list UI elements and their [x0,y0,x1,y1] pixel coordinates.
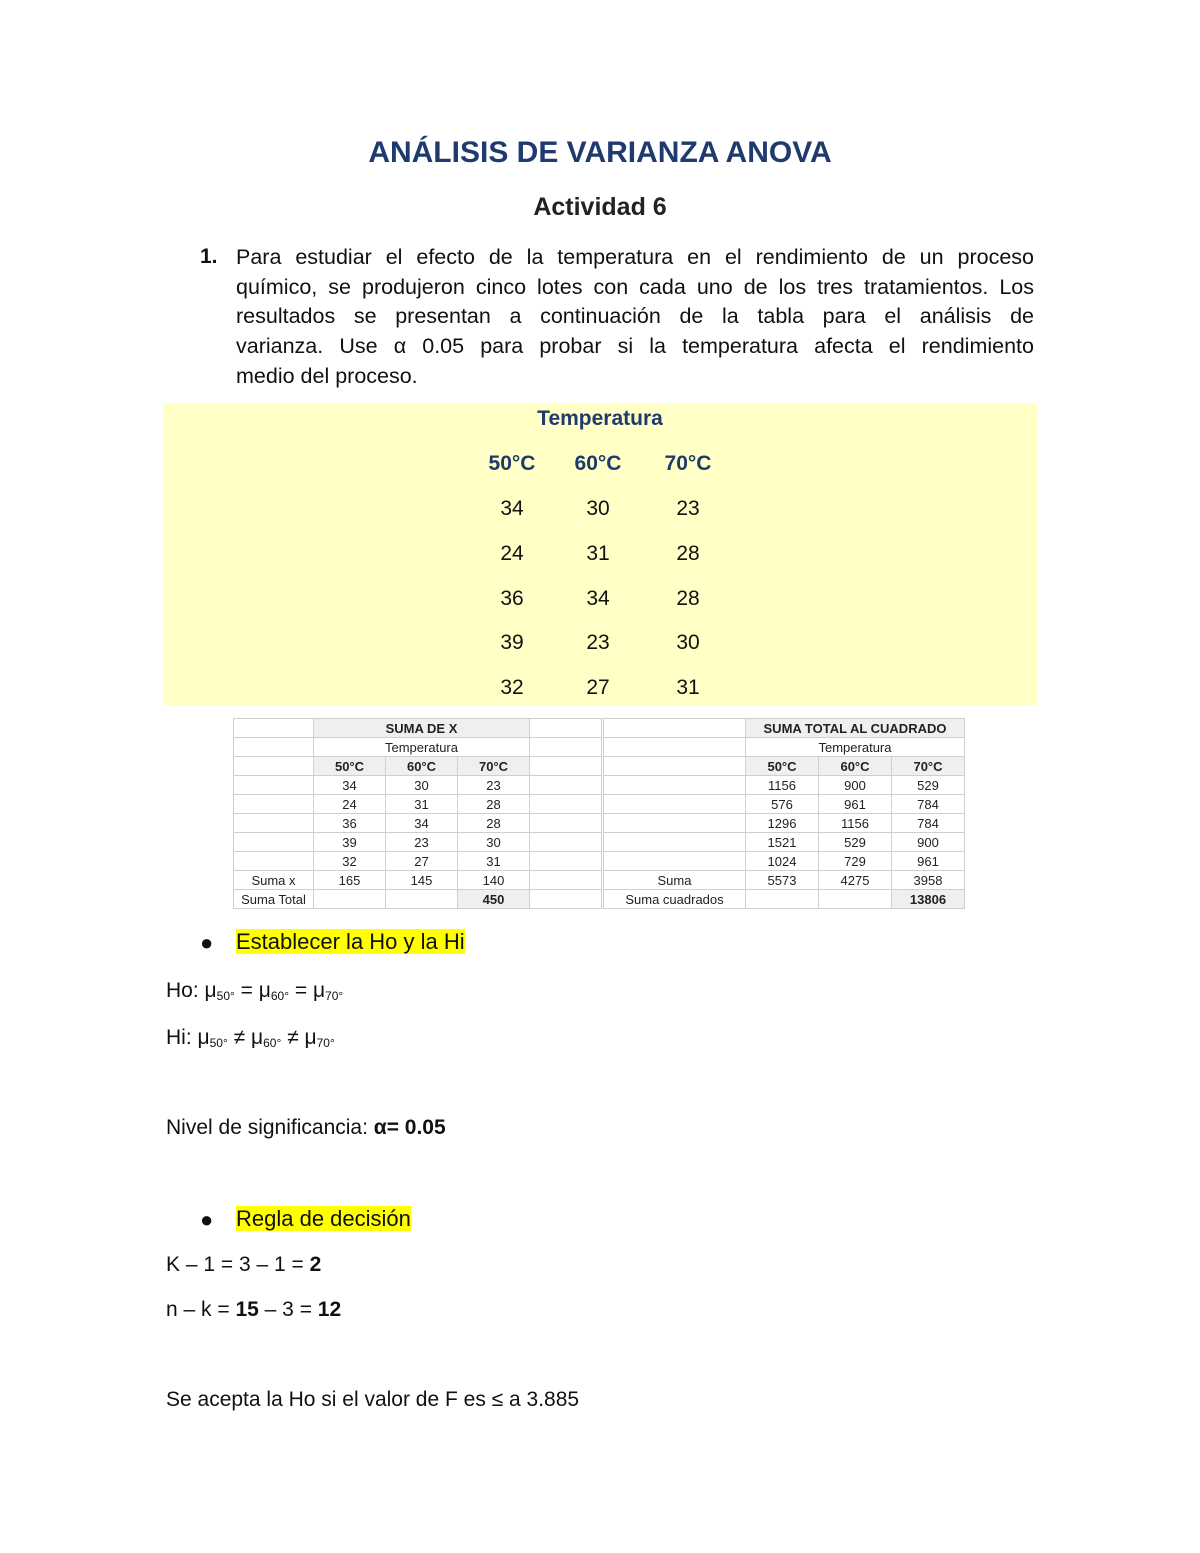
sheet-header: 50°C [746,757,819,776]
sheet-cell: 1024 [746,852,819,871]
ho-label: Ho: [166,979,199,1002]
sheet-sum: 165 [314,871,386,890]
section-heading [236,1206,411,1232]
section-heading [236,929,465,955]
table-cell: 23 [586,631,610,654]
equals-sign: = [294,979,308,1002]
hi-label: Hi: [166,1026,192,1049]
sheet-cell: 31 [386,795,458,814]
sheet-cell: 27 [386,852,458,871]
sheet-sum-label: Suma x [234,871,314,890]
mu-symbol: μ [251,1026,264,1049]
table-cell: 24 [500,542,524,565]
subscript: 70° [325,989,344,1003]
alternative-hypothesis [166,1026,335,1050]
sheet-cell: 900 [892,833,965,852]
df-within-n: 15 [235,1298,259,1321]
sheet-cell: 729 [819,852,892,871]
sheet-cell: 32 [314,852,386,871]
sheet-cell: 24 [314,795,386,814]
mu-symbol: μ [258,979,271,1002]
sheet-cell: 900 [819,776,892,795]
sheet-header: 70°C [892,757,965,776]
df-within [166,1298,341,1322]
table-cell: 27 [586,676,610,699]
sheet-sum: 140 [458,871,530,890]
table-cell: 28 [676,542,700,565]
not-equal-sign: ≠ [233,1026,246,1049]
sheet-cell: 529 [819,833,892,852]
subscript: 50° [209,1036,228,1050]
table-cell: 32 [500,676,524,699]
sheet-sum: 3958 [892,871,965,890]
question-line: Para estudiar el efecto de la temperatura en el rendimiento de un proceso [236,245,1034,269]
question-line: medio del proceso. [236,364,418,388]
df-between-value: 2 [309,1253,322,1276]
hypothesis-heading: Establecer la Ho y la Hi [236,929,465,954]
page-subtitle: Actividad 6 [533,193,667,221]
sheet-cell: 31 [458,852,530,871]
sheet-cell: 39 [314,833,386,852]
sheet-cell: 36 [314,814,386,833]
sheet-cell: 576 [746,795,819,814]
sheet-group: Temperatura [314,738,530,757]
sheet-sum: 4275 [819,871,892,890]
sheet-cell: 34 [386,814,458,833]
sheet-title: SUMA TOTAL AL CUADRADO [746,719,965,738]
sheet-title: SUMA DE X [314,719,530,738]
bullet-icon: ● [200,1207,214,1232]
not-equal-sign: ≠ [287,1026,299,1049]
sheet-cell: 1156 [819,814,892,833]
table-cell: 36 [500,587,524,610]
sheet-cell: 23 [458,776,530,795]
sheet-cell: 961 [819,795,892,814]
bullet-icon: ● [200,930,214,955]
equals-sign: = [240,979,253,1002]
table-cell: 34 [500,497,524,520]
df-between [166,1253,321,1277]
page-title: ANÁLISIS DE VARIANZA ANOVA [368,136,832,169]
sum-x-sheet [233,718,602,909]
table-cell: 34 [586,587,610,610]
table-cell: 30 [586,497,610,520]
sheet-cell: 28 [458,814,530,833]
sheet-header: 60°C [386,757,458,776]
significance-level [166,1116,446,1140]
df-between-expression: K – 1 = 3 – 1 = [166,1253,310,1276]
subscript: 70° [316,1036,335,1050]
mu-symbol: μ [312,979,326,1002]
sheet-cell: 34 [314,776,386,795]
decision-rule-heading: Regla de decisión [236,1206,411,1231]
sheet-cell: 529 [892,776,965,795]
df-within-mid: – 3 = [258,1298,318,1321]
sheet-cell: 1296 [746,814,819,833]
mu-symbol: μ [197,1026,210,1049]
sheet-cell: 1521 [746,833,819,852]
mu-symbol: μ [204,979,217,1002]
column-header: 70°C [664,452,712,475]
sheet-total-label: Suma cuadrados [604,890,746,909]
table-cell: 28 [676,587,700,610]
table-cell: 31 [586,542,610,565]
table-cell: 30 [676,631,700,654]
acceptance-rule: Se acepta la Ho si el valor de F es ≤ a 3.885 [166,1388,580,1411]
subscript: 50° [216,989,235,1003]
sheet-total-label: Suma Total [234,890,314,909]
significance-value: α= 0.05 [373,1116,446,1139]
sheet-cell: 23 [386,833,458,852]
df-within-value: 12 [317,1298,342,1321]
table-cell: 23 [676,497,700,520]
df-within-expression: n – k = [166,1298,236,1321]
sheet-sum: 5573 [746,871,819,890]
sheet-header: 50°C [314,757,386,776]
sheet-sum: 145 [386,871,458,890]
question-number: 1. [200,245,218,268]
subscript: 60° [270,989,290,1003]
column-header: 50°C [488,452,536,475]
sheet-cell: 784 [892,795,965,814]
null-hypothesis [166,979,343,1003]
sheet-cell: 961 [892,852,965,871]
table-cell: 39 [500,631,524,654]
significance-label: Nivel de significancia: [166,1116,368,1139]
column-header: 60°C [574,452,622,475]
question-line: resultados se presentan a continuación de la tabla para el análisis de [236,304,1034,328]
sheet-cell: 28 [458,795,530,814]
sheet-sum-label: Suma [604,871,746,890]
question-line: varianza. Use α 0.05 para probar si la temperatura afecta el rendimiento [236,334,1034,358]
sheet-cell: 30 [386,776,458,795]
sheet-group: Temperatura [746,738,965,757]
sheet-cell: 784 [892,814,965,833]
data-table-title: Temperatura [537,407,663,430]
question-line: químico, se produjeron cinco lotes con cada uno de los tres tratamientos. Los [236,275,1034,299]
sheet-header: 60°C [819,757,892,776]
subscript: 60° [263,1036,282,1050]
sheet-total: 450 [458,890,530,909]
sheet-cell: 30 [458,833,530,852]
table-cell: 31 [676,676,700,699]
sheet-total: 13806 [892,890,965,909]
mu-symbol: μ [304,1026,317,1049]
sheet-cell: 1156 [746,776,819,795]
squared-sum-sheet [603,718,965,909]
sheet-header: 70°C [458,757,530,776]
